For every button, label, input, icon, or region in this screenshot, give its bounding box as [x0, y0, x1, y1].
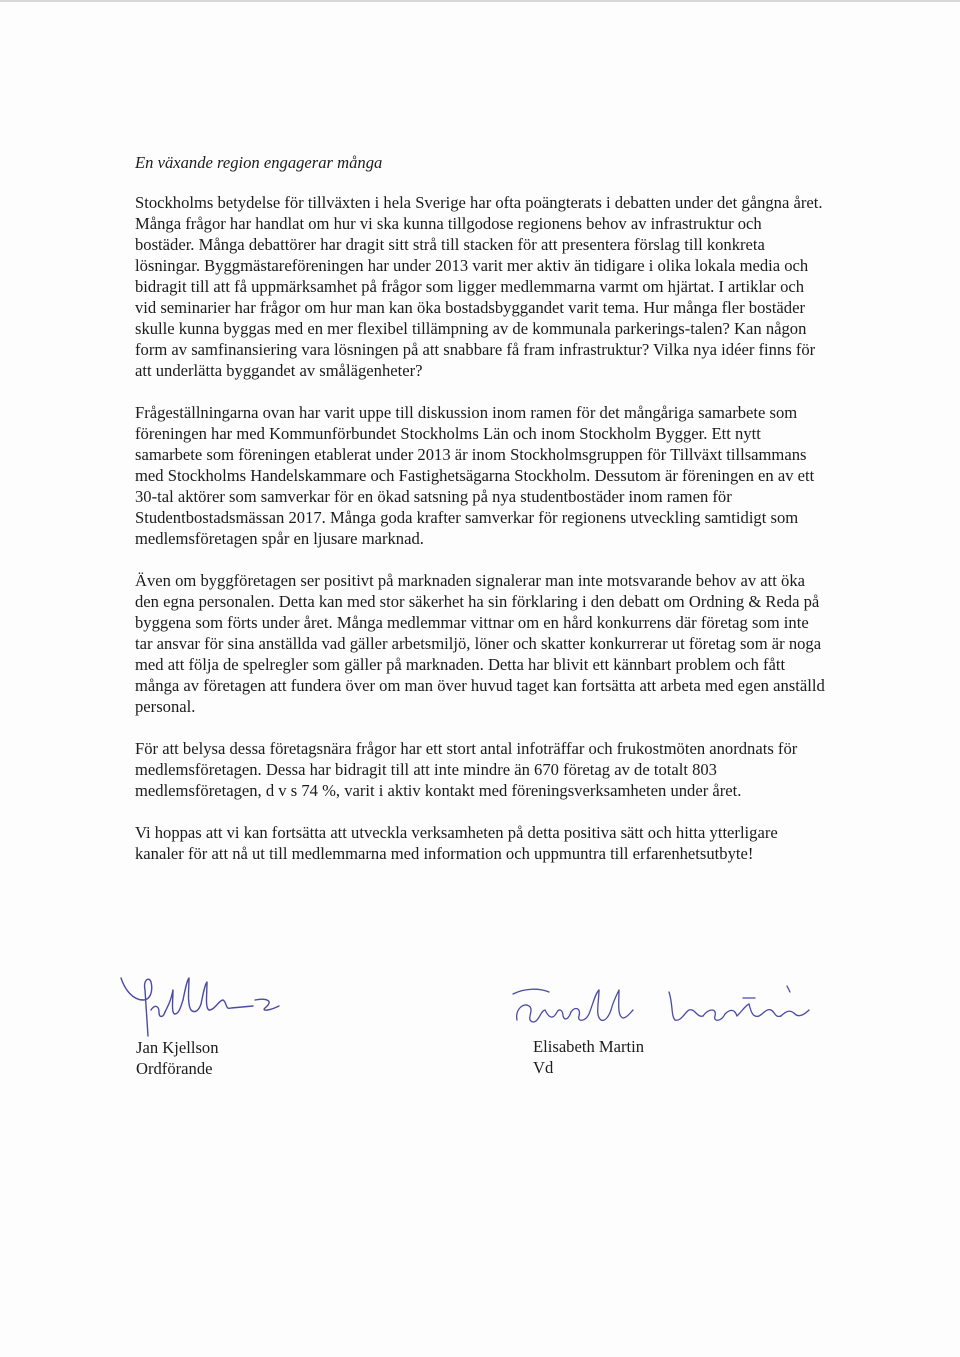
signature-block: [0, 970, 960, 1110]
paragraph-5: Vi hoppas att vi kan fortsätta att utveckla verksamheten på detta positiva sätt och hitta ytterligare kanaler för att nå ut till medlemmarna med information och uppmuntra till erfarenhetsutbyte!: [135, 823, 778, 863]
signatory-left-name: Jan Kjellson: [136, 1038, 219, 1057]
paragraph-2: Frågeställningarna ovan har varit uppe till diskussion inom ramen för det mångåriga samarbete som föreningen har med Kommunförbundet Stockholms Län och inom Stockholm Bygger. Ett nytt samarbete som föreningen etablerat under 2013 är inom Stockholmsgruppen för Tillväxt tillsammans med Stockholms Handelskammare och Fastighetsägarna Stockholm. Dessutom är föreningen en av ett 30-tal aktörer som samverkar för en ökad satsning på nya studentbostäder inom ramen för Studentbostadsmässan 2017. Många goda krafter samverkar för regionens utveckling samtidigt som medlemsföretagen spår en ljusare marknad.: [135, 403, 815, 548]
signatory-left-role: Ordförande: [136, 1059, 213, 1078]
letter-body: [135, 152, 825, 885]
signatory-right-role: Vd: [533, 1058, 554, 1077]
paragraph-4: För att belysa dessa företagsnära frågor har ett stort antal infoträffar och frukostmöten anordnats för medlemsföretagen. Dessa har bidragit till att inte mindre än 670 företag av de totalt 803 medlemsföretagen, d v s 74 %, varit i aktiv kontakt med föreningsverksamheten under året.: [135, 739, 798, 800]
paragraph-1: Stockholms betydelse för tillväxten i hela Sverige har ofta poängterats i debatten under det gångna året. Många frågor har handlat om hur vi ska kunna tillgodose regionens behov av infrastruktur och bostäder. Många debattörer har dragit sitt strå till stacken för att presentera förslag till konkreta lösningar. Byggmästareföreningen har under 2013 varit mer aktiv än tidigare i olika lokala media och bidragit till att få uppmärksamhet på frågor som ligger medlemmarna varmt om hjärtat. I artiklar och vid seminarier har frågor om hur man kan öka bostadsbyggandet varit tema. Hur många fler bostäder skulle kunna byggas med en mer flexibel tillämpning av de kommunala parkerings-talen? Kan någon form av samfinansiering vara lösningen på att snabbare få fram infrastruktur? Vilka nya idéer finns för att underlätta byggandet av smålägenheter?: [135, 193, 823, 380]
signatory-right: [533, 1036, 644, 1078]
scan-top-edge: [0, 0, 960, 2]
signatory-left: [136, 1037, 219, 1079]
letter-title: En växande region engagerar många: [135, 153, 383, 172]
signature-elisabeth-martin: [505, 980, 825, 1040]
paragraph-3: Även om byggföretagen ser positivt på marknaden signalerar man inte motsvarande behov av att öka den egna personalen. Detta kan med stor säkerhet ha sin förklaring i den debatt om Ordning & Reda på byggena som förts under året. Många medlemmar vittnar om en hård konkurrens där företag som inte tar ansvar för sina anställda vad gäller arbetsmiljö, löner och skatter konkurrerar ut företag som är noga med att följa de spelregler som gäller på marknaden. Detta har blivit ett kännbart problem och fått många av företagen att fundera över om man över huvud taget kan fortsätta att arbeta med egen anställd personal.: [135, 571, 825, 716]
signatory-right-name: Elisabeth Martin: [533, 1037, 645, 1056]
